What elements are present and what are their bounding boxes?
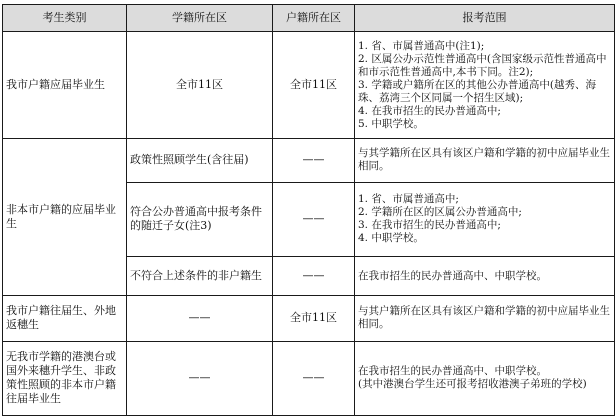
header-scope: 报考范围	[355, 5, 615, 32]
scope-item: (其中港澳台学生还可报考招收港澳子弟班的学校)	[358, 378, 587, 391]
table-row	[3, 296, 615, 341]
school-area-cell: 政策性照顾学生(含往届)	[127, 139, 273, 182]
scope-item: 在我市招生的民办普通高中、中职学校。	[358, 365, 547, 378]
scope-item: 4. 在我市招生的民办普通高中;	[358, 104, 501, 117]
header-row	[3, 5, 615, 32]
scope-item: 3. 学籍或户籍所在区的其他公办普通高中(越秀、海珠、荔湾三个区同属一个招生区域);	[358, 78, 596, 104]
category-cell: 我市户籍应届毕业生	[3, 31, 127, 138]
huji-area-cell: ——	[273, 256, 355, 295]
scope-cell	[355, 182, 615, 256]
admission-scope-table	[2, 4, 615, 416]
table-row	[3, 139, 615, 182]
scope-item: 1. 省、市属普通高中(注1);	[358, 39, 485, 52]
school-area-cell: ——	[127, 296, 273, 341]
huji-area-cell: ——	[273, 341, 355, 415]
header-category: 考生类别	[3, 5, 127, 32]
school-area-cell: 不符合上述条件的非户籍生	[127, 256, 273, 295]
table-row	[3, 31, 615, 138]
scope-cell	[355, 31, 615, 138]
school-area-cell: 符合公办普通高中报考条件的随迁子女(注3)	[127, 182, 273, 256]
huji-area-cell: 全市11区	[273, 296, 355, 341]
category-cell: 非本市户籍的应届毕业生	[3, 139, 127, 296]
scope-item: 5. 中职学校。	[358, 117, 424, 130]
header-huji-area: 户籍所在区	[273, 5, 355, 32]
scope-item: 1. 省、市属普通高中;	[358, 193, 459, 206]
category-cell: 无我市学籍的港澳台或国外来穗升学生、非政策性照顾的非本市户籍往届毕业生	[3, 341, 127, 415]
huji-area-cell: ——	[273, 139, 355, 182]
huji-area-cell: ——	[273, 182, 355, 256]
table-row	[3, 341, 615, 415]
scope-item: 2. 区属公办示范性普通高中(含国家级示范性普通高中和市示范性普通高中,本书下同。注2);	[358, 52, 607, 78]
category-cell: 我市户籍往届生、外地返穗生	[3, 296, 127, 341]
scope-cell	[355, 341, 615, 415]
scope-cell: 与其学籍所在区具有该区户籍和学籍的初中应届毕业生相同。	[355, 139, 615, 182]
school-area-cell: ——	[127, 341, 273, 415]
huji-area-cell: 全市11区	[273, 31, 355, 138]
scope-item: 4. 中职学校。	[358, 232, 424, 245]
scope-item: 2. 学籍所在区的区属公办普通高中;	[358, 206, 522, 219]
scope-item: 3. 在我市招生的民办普通高中;	[358, 219, 501, 232]
school-area-cell: 全市11区	[127, 31, 273, 138]
header-school-area: 学籍所在区	[127, 5, 273, 32]
scope-cell: 与其户籍所在区具有该区户籍和学籍的初中应届毕业生相同。	[355, 296, 615, 341]
scope-cell: 在我市招生的民办普通高中、中职学校。	[355, 256, 615, 295]
